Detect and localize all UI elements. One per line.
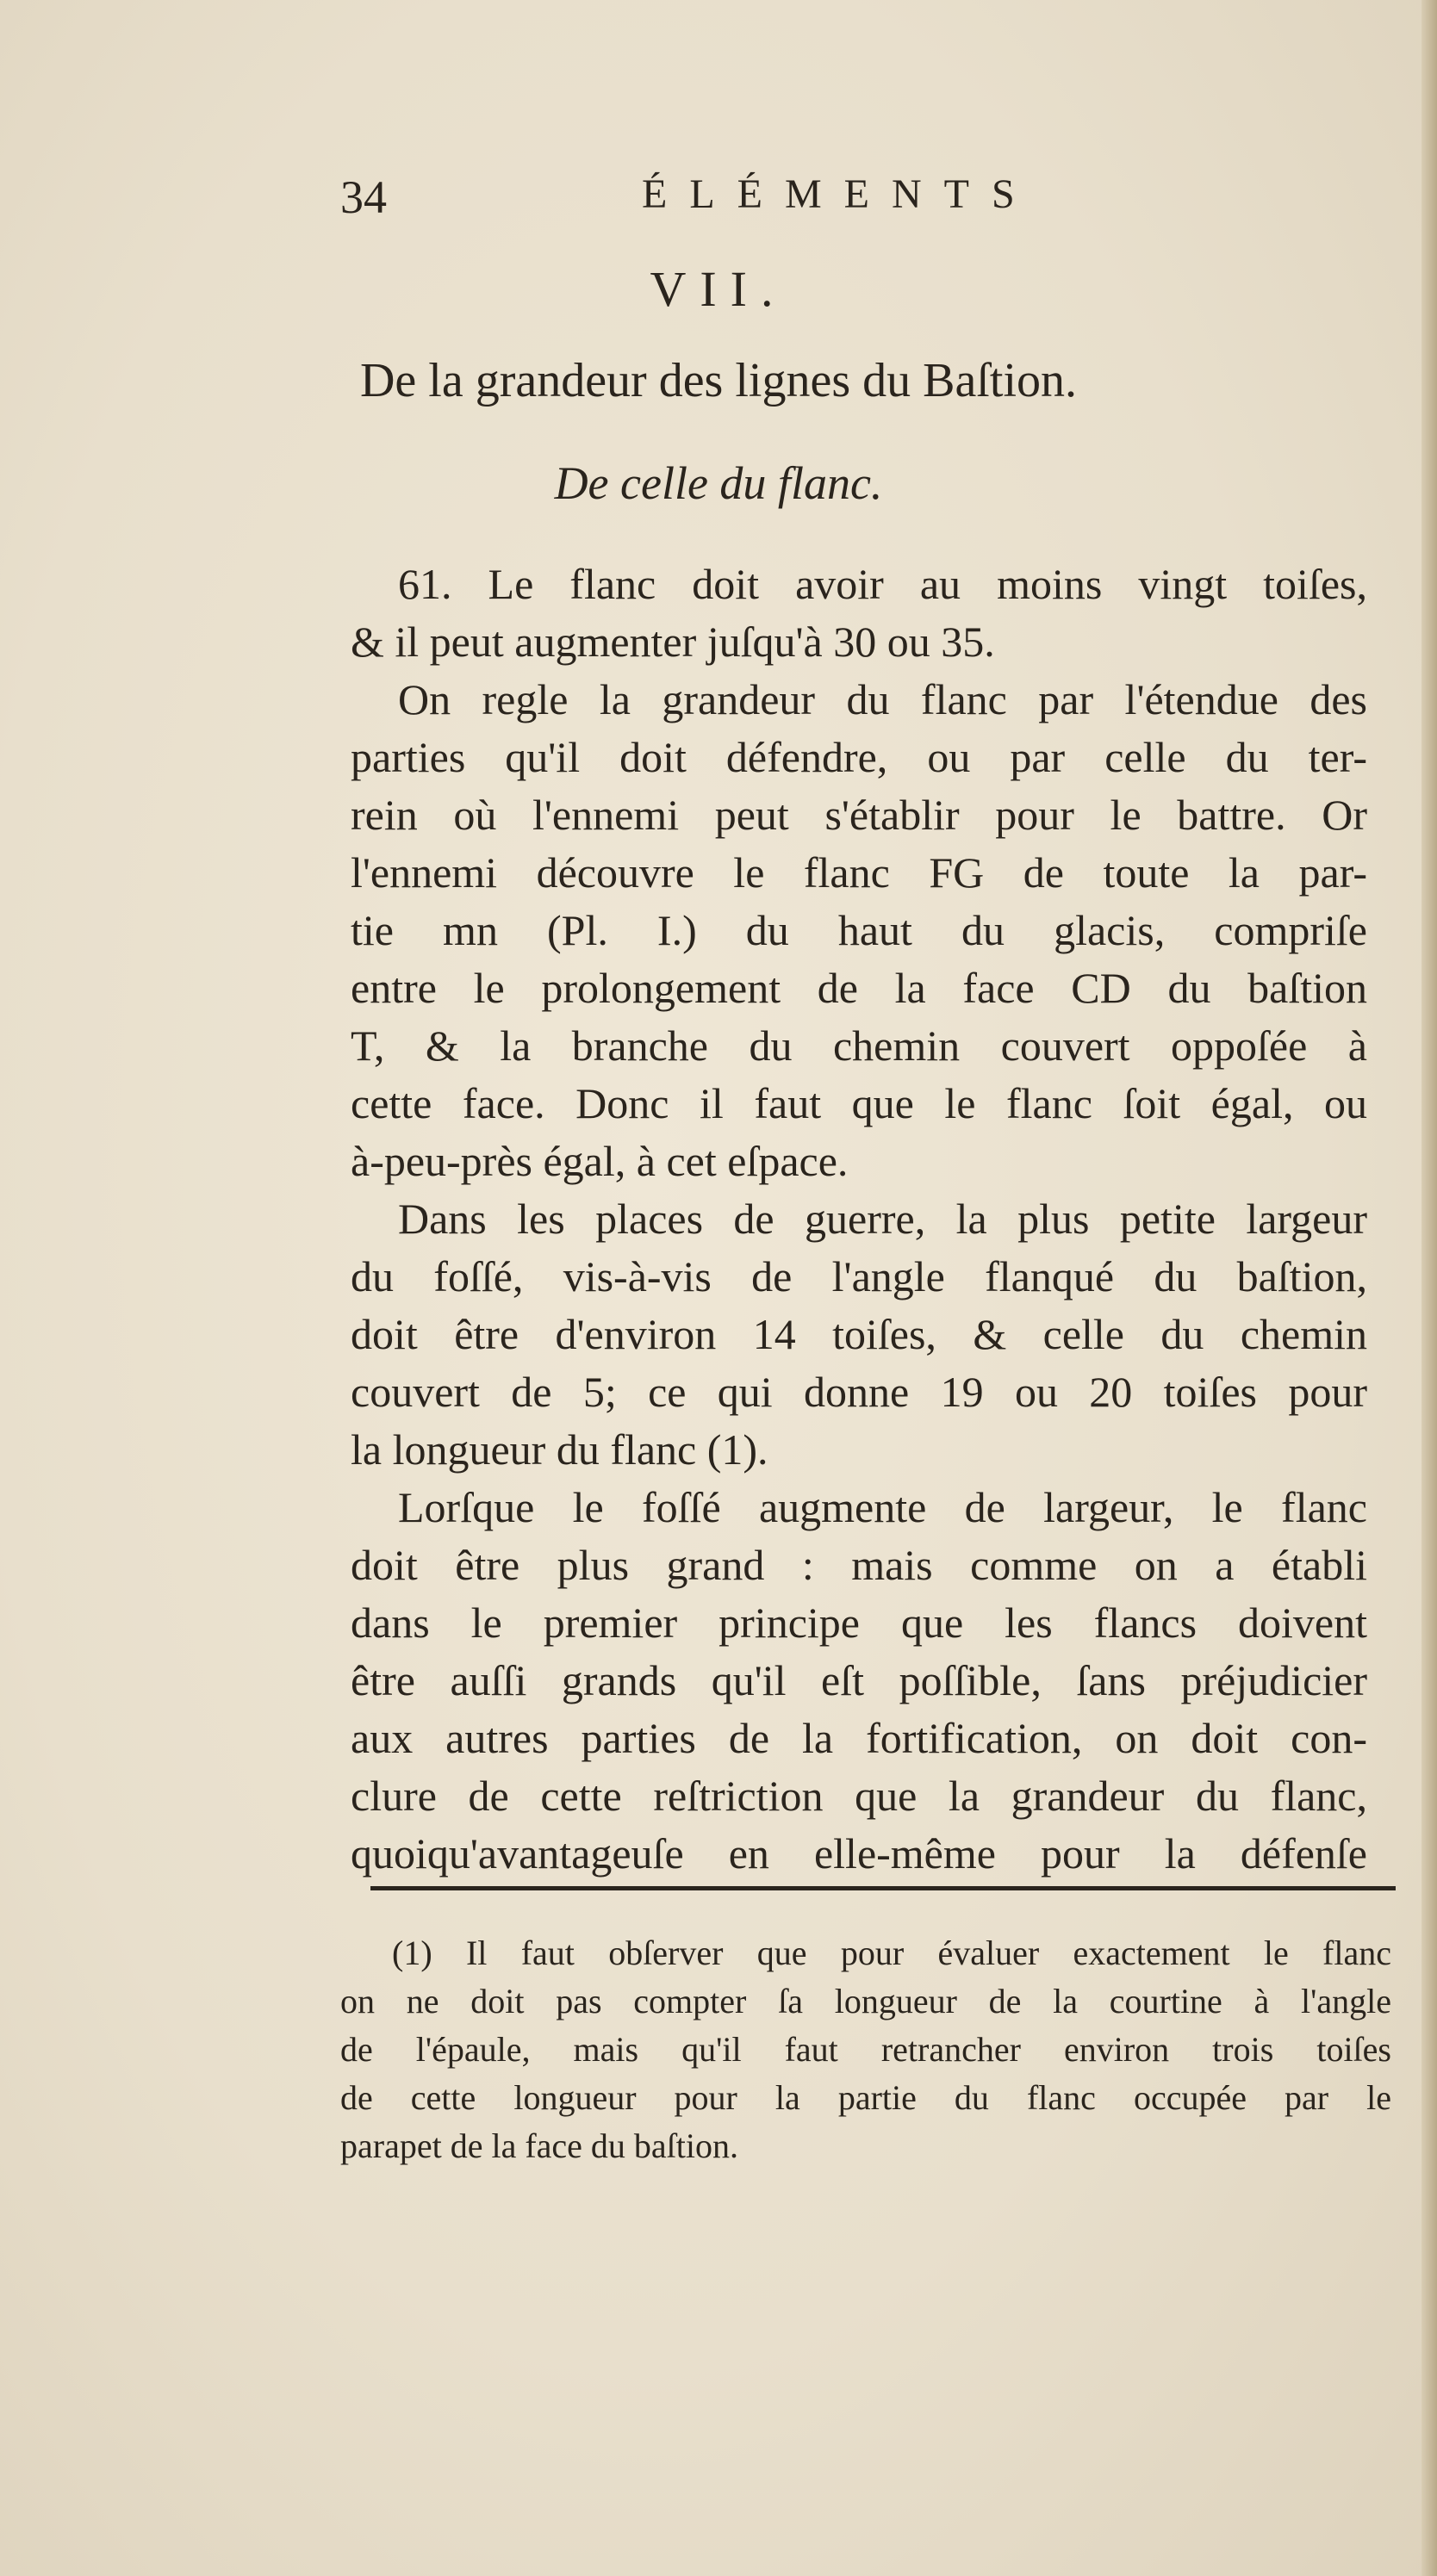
text-line: tie mn (Pl. I.) du haut du glacis, compriſe xyxy=(351,906,1367,954)
text-line: 61. Le flanc doit avoir au moins vingt toiſes, xyxy=(398,560,1367,608)
text-line: parties qu'il doit défendre, ou par celle du ter- xyxy=(351,733,1367,781)
footnote-line: de l'épaule, mais qu'il faut retrancher environ trois toiſes xyxy=(340,2030,1391,2069)
text-line: être auſſi grands qu'il eſt poſſible, ſans préjudicier xyxy=(351,1656,1367,1704)
body-text xyxy=(351,556,1367,1883)
footnote xyxy=(340,1929,1391,2170)
footnote-line: de cette longueur pour la partie du flanc occupée par le xyxy=(340,2078,1391,2117)
page-number: 34 xyxy=(340,171,387,223)
text-line: l'ennemi découvre le flanc FG de toute la par- xyxy=(351,848,1367,897)
subsection-title: De celle du flanc. xyxy=(554,457,883,509)
text-line: à-peu-près égal, à cet eſpace. xyxy=(351,1137,849,1185)
text-line: On regle la grandeur du flanc par l'étendue des xyxy=(398,675,1367,723)
footnote-line: (1) Il faut obſerver que pour évaluer exactement le flanc xyxy=(392,1934,1391,1972)
text-line: entre le prolongement de la face CD du baſtion xyxy=(351,964,1367,1012)
footnote-rule xyxy=(370,1886,1396,1890)
text-line: du foſſé, vis-à-vis de l'angle flanqué du baſtion, xyxy=(351,1252,1367,1300)
text-line: cette face. Donc il faut que le flanc ſoit égal, ou xyxy=(351,1079,1367,1127)
footnote-line: on ne doit pas compter ſa longueur de la courtine à l'angle xyxy=(340,1982,1391,2020)
text-line: clure de cette reſtriction que la grandeur du flanc, xyxy=(351,1772,1367,1820)
text-line: quoiqu'avantageuſe en elle-même pour la défenſe xyxy=(351,1829,1367,1878)
text-line: aux autres parties de la fortification, on doit con- xyxy=(351,1714,1367,1762)
text-line: dans le premier principe que les flancs doivent xyxy=(351,1598,1367,1647)
section-number: VII. xyxy=(650,261,787,317)
text-line: Lorſque le foſſé augmente de largeur, le flanc xyxy=(398,1483,1367,1531)
text-line: doit être plus grand : mais comme on a établi xyxy=(351,1541,1367,1589)
footnote-line: parapet de la face du baſtion. xyxy=(340,2126,738,2165)
text-line: rein où l'ennemi peut s'établir pour le battre. Or xyxy=(351,791,1367,839)
text-line: couvert de 5; ce qui donne 19 ou 20 toiſes pour xyxy=(351,1368,1367,1416)
page-header xyxy=(340,171,1064,231)
text-line: la longueur du flanc (1). xyxy=(351,1425,768,1474)
running-title: ÉLÉMENTS xyxy=(642,171,1037,217)
text-line: Dans les places de guerre, la plus petite largeur xyxy=(398,1195,1367,1243)
text-line: T, & la branche du chemin couvert oppoſée à xyxy=(351,1021,1367,1070)
text-line: & il peut augmenter juſqu'à 30 ou 35. xyxy=(351,618,995,666)
text-line: doit être d'environ 14 toiſes, & celle du chemin xyxy=(351,1310,1367,1358)
section-title: De la grandeur des lignes du Baſtion. xyxy=(359,354,1077,407)
